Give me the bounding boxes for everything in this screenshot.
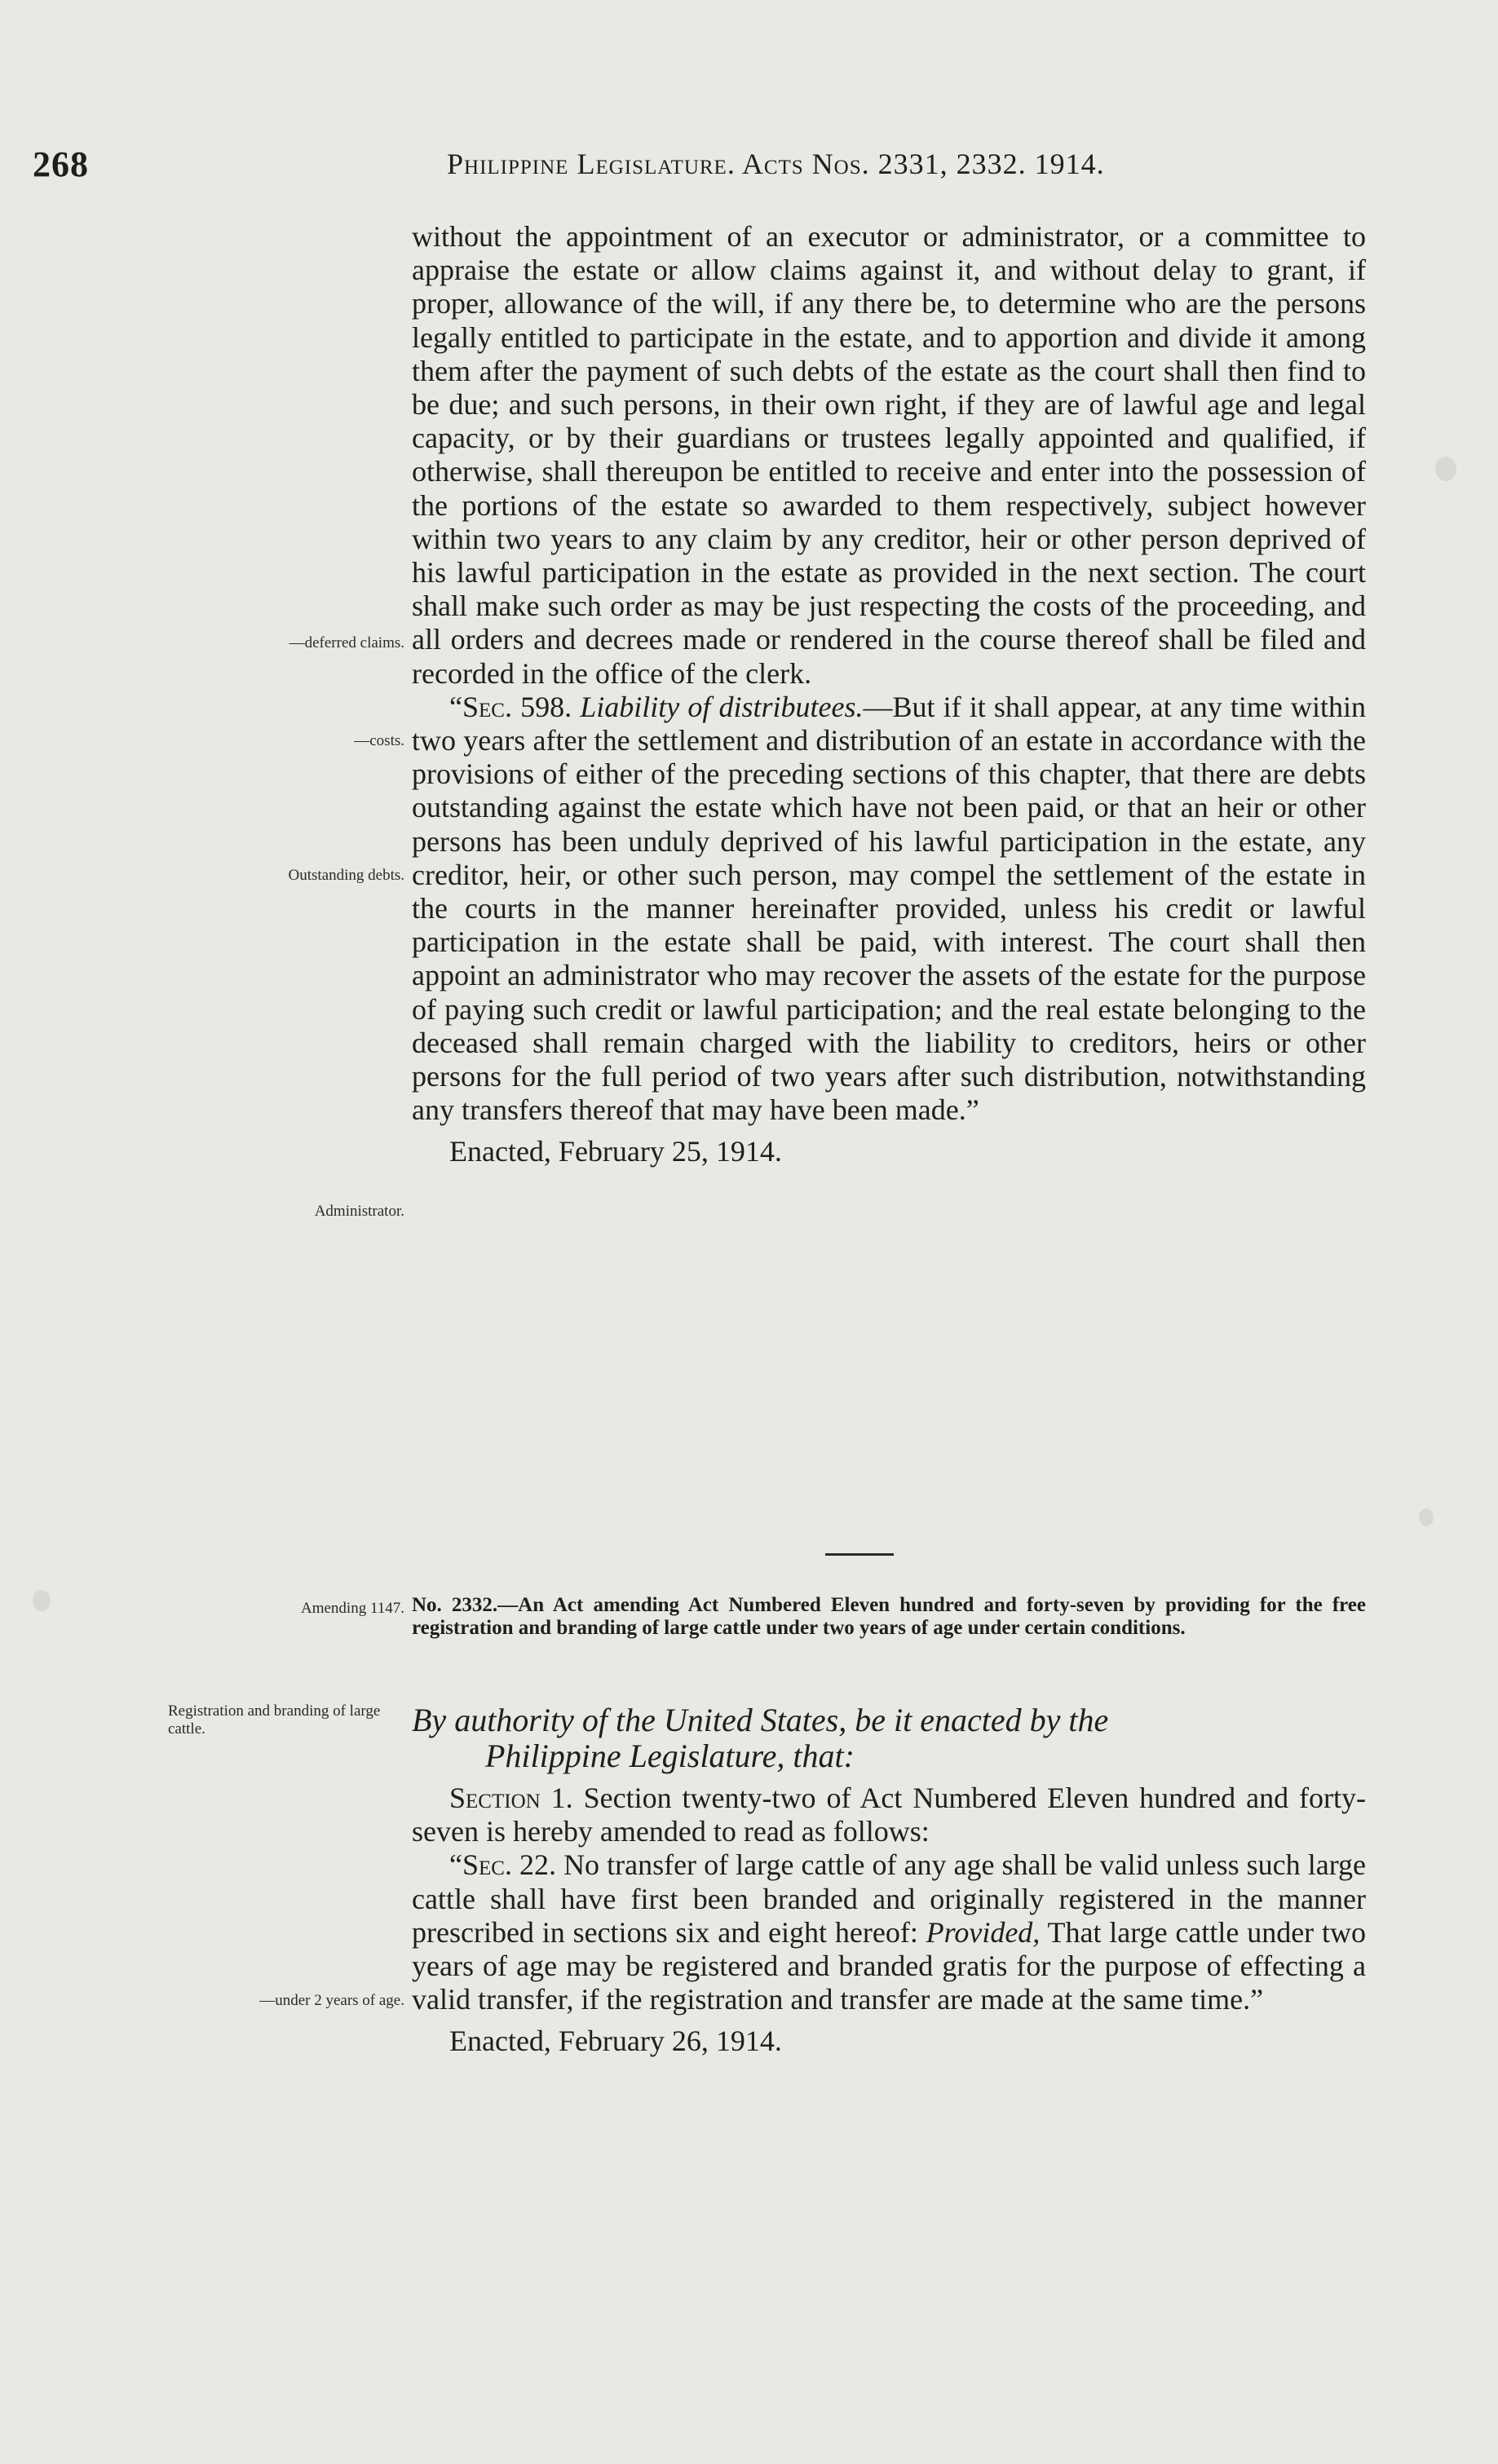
enacted-date-2331: Enacted, February 25, 1914. [449, 1135, 782, 1168]
page-number: 268 [33, 144, 89, 184]
ink-blot [33, 1590, 51, 1611]
section-divider [825, 1553, 894, 1556]
section-1-label: Section 1. [449, 1782, 573, 1814]
margin-note-costs: —costs. [354, 732, 404, 749]
section-598-body: —But if it shall appear, at any time within two years after the settlement and distribution of an estate in accordance with the provisions of either of the preceding sections of this chapter, that there are debts outstanding against the estate which have not been paid, or that an heir or other persons has been unduly deprived of his lawful participation in the estate, any creditor, heir, or other such person, may compel the settlement of the estate in the courts in the manner hereinafter provided, unless his credit or lawful participation in the estate shall be paid, with interest. The court shall then appoint an administrator who may recover the assets of the estate for the purpose of paying such credit or lawful participation; and the real estate belonging to the deceased shall remain charged with the liability to creditors, heirs or other persons for the full period of two years after such distribution, notwithstanding any transfers thereof that may have been made.” [412, 690, 1367, 1127]
ink-blot [1419, 1508, 1434, 1526]
section-22-text-a: No transfer of large cattle of any age shall be valid unless such large cattle shall have first been branded and originally registered in the manner prescribed in sections six and eight hereof: [412, 1848, 1367, 1949]
enacting-clause-line-1: By authority of the United States, be it enacted by the [412, 1702, 1109, 1738]
ink-blot [1435, 457, 1456, 481]
section-1-text: Section twenty-two of Act Numbered Eleven hundred and forty-seven is hereby amended to read as follows: [412, 1782, 1367, 1848]
section-22-text-b: That large cattle under two years of age may be registered and branded gratis for the purpose of effecting a valid transfer, if the registration and transfer are made at the same time.” [412, 1915, 1366, 2016]
provided-keyword: Provided, [926, 1915, 1041, 1949]
act-2331-text [412, 220, 1366, 1169]
enacting-clause-line-2: Philippine Legislature, that: [485, 1738, 855, 1774]
margin-note-registration: Registration and branding of large cattle. [168, 1702, 381, 1738]
section-598-paragraph [412, 691, 1366, 1128]
section-22-label: “Sec. 22. [449, 1848, 556, 1882]
enacting-clause [412, 1702, 1366, 1774]
margin-note-deferred-claims: —deferred claims. [289, 634, 404, 651]
continuation-paragraph: without the appointment of an executor or administrator, or a committee to appraise the estate or allow claims against it, and without delay to grant, if proper, allowance of the will, if any there be, to determine who are the persons legally entitled to participate in the estate, and to apportion and divide it among them after the payment of such debts of the estate as the court shall then find to be due; and such persons, in their own right, if they are of lawful age and legal capacity, or by their guardians or trustees legally appointed and qualified, if otherwise, shall thereupon be entitled to receive and enter into the possession of the portions of the estate so awarded to them respectively, subject however within two years to any claim by any creditor, heir or other person deprived of his lawful participation in the estate as provided in the next section. The court shall make such order as may be just respecting the costs of the proceeding, and all orders and decrees made or rendered in the course thereof shall be filed and recorded in the office of the clerk. [412, 220, 1366, 690]
margin-note-amending: Amending 1147. [300, 1600, 404, 1617]
margin-note-under-two-years: —under 2 years of age. [259, 1992, 404, 2009]
section-1-paragraph [412, 1782, 1366, 1848]
act-title-text: —An Act amending Act Numbered Eleven hundred and forty-seven by providing for the free registration and branding of large cattle under two years of age under certain conditions. [412, 1594, 1366, 1639]
margin-note-outstanding-debts: Outstanding debts. [288, 867, 404, 884]
act-2332-text [412, 1782, 1366, 2059]
section-598-label: “Sec. 598. [449, 690, 572, 723]
section-22-paragraph [412, 1848, 1366, 2016]
section-598-heading: Liability of distributees. [580, 690, 864, 723]
running-head: Philippine Legislature. Acts Nos. 2331, 2332. 1914. [447, 148, 1105, 180]
enacted-date-2332: Enacted, February 26, 1914. [449, 2025, 782, 2058]
margin-note-administrator: Administrator. [314, 1203, 404, 1220]
act-number: No. 2332. [412, 1594, 498, 1616]
act-2332-title [412, 1594, 1366, 1640]
page-header [33, 144, 1370, 192]
